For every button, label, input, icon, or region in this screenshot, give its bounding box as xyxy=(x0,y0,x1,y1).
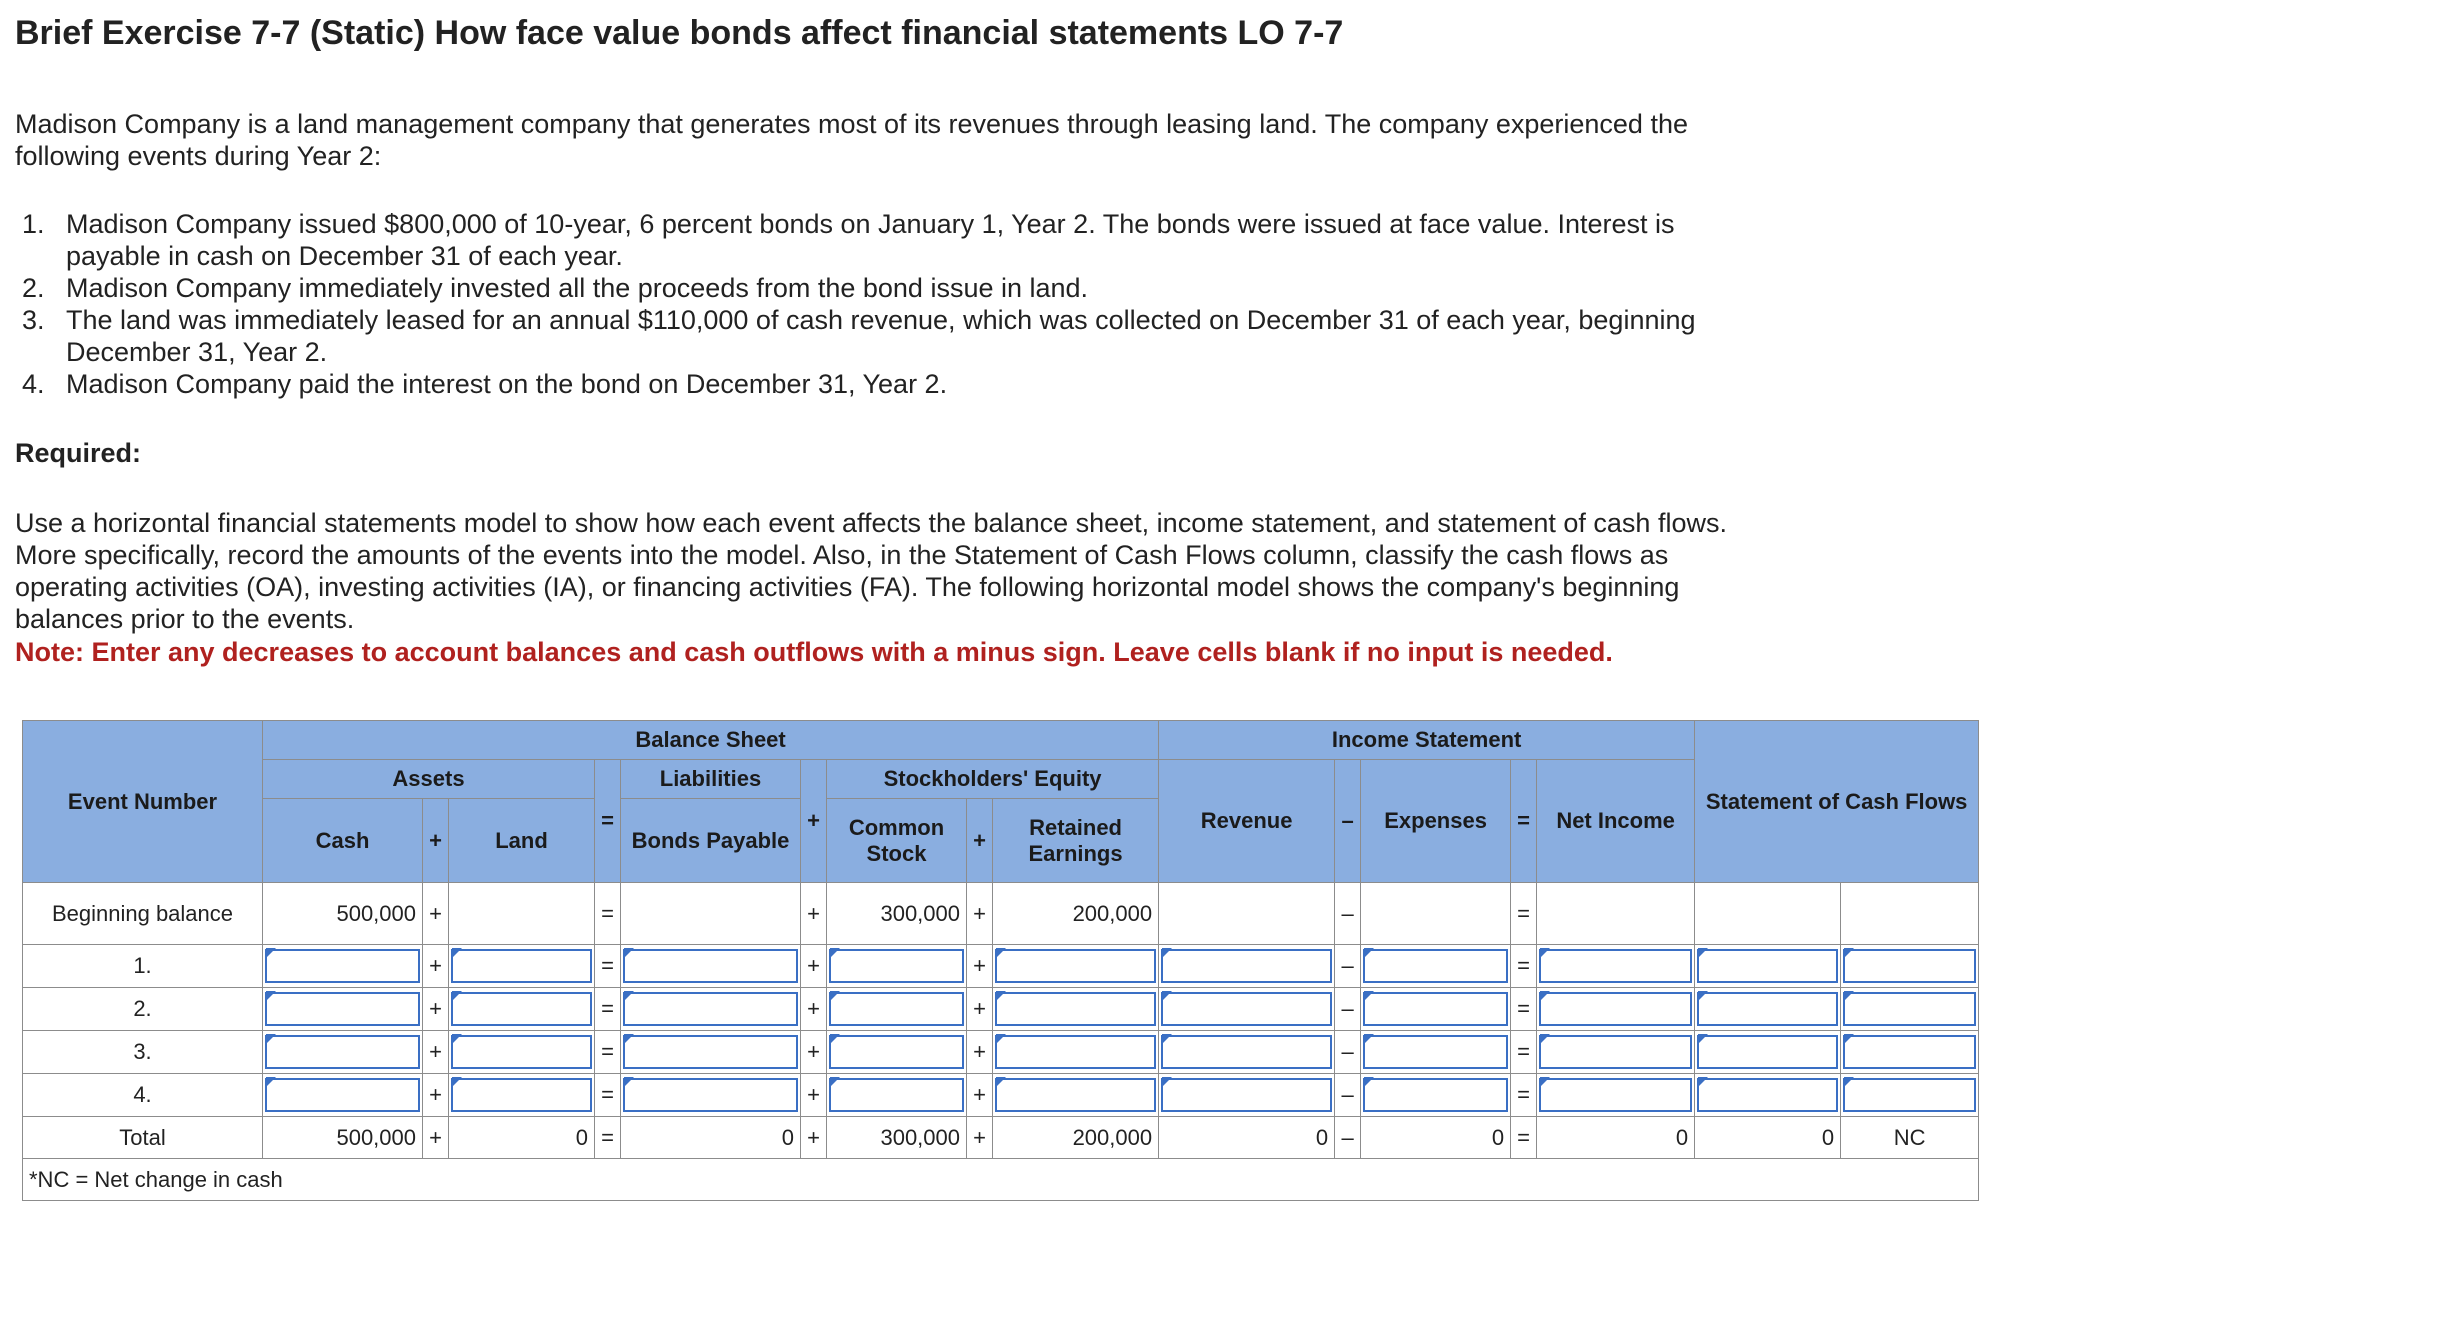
event-4-cash-flow-class-input[interactable] xyxy=(1843,1078,1976,1112)
event-2-cash-flow-class-input[interactable] xyxy=(1843,992,1976,1026)
beginning-revenue xyxy=(1159,883,1335,945)
header-plus-operator: + xyxy=(801,760,827,883)
event-1-cash-flow-amount-cell xyxy=(1695,945,1841,988)
beginning-cash-flow-class xyxy=(1841,883,1979,945)
minus-operator: – xyxy=(1335,1031,1361,1074)
row-label: Beginning balance xyxy=(23,883,263,945)
required-label: Required: xyxy=(15,438,142,468)
event-3-land-input[interactable] xyxy=(451,1035,592,1069)
event-4-cash-flow-amount-cell xyxy=(1695,1074,1841,1117)
plus-operator: + xyxy=(967,988,993,1031)
event-3-revenue-input[interactable] xyxy=(1161,1035,1332,1069)
event-item-1: 1. Madison Company issued $800,000 of 10-year, 6 percent bonds on January 1, Year 2. The bonds were issued at face value. Interest is payable in cash on December 31 of each year. xyxy=(52,208,1772,272)
event-3-retained-earnings-input[interactable] xyxy=(995,1035,1156,1069)
event-2-revenue-input[interactable] xyxy=(1161,992,1332,1026)
total-expenses: 0 xyxy=(1361,1117,1511,1159)
event-4-cash-flow-amount-input[interactable] xyxy=(1697,1078,1838,1112)
event-4-land-input[interactable] xyxy=(451,1078,592,1112)
equals-operator: = xyxy=(595,883,621,945)
equals-operator: = xyxy=(595,988,621,1031)
event-1-cash-flow-class-cell xyxy=(1841,945,1979,988)
event-2-bonds-payable-input[interactable] xyxy=(623,992,798,1026)
event-number-label: 2. xyxy=(23,988,263,1031)
event-row xyxy=(23,988,1979,1031)
event-1-common-stock-input[interactable] xyxy=(829,949,964,983)
plus-operator: + xyxy=(423,1031,449,1074)
event-row xyxy=(23,1074,1979,1117)
event-2-expenses-cell xyxy=(1361,988,1511,1031)
footnote: *NC = Net change in cash xyxy=(23,1159,1979,1201)
event-1-land-input[interactable] xyxy=(451,949,592,983)
header-stockholders-equity: Stockholders' Equity xyxy=(827,760,1159,799)
total-cash-flow-amount: 0 xyxy=(1695,1117,1841,1159)
event-4-common-stock-cell xyxy=(827,1074,967,1117)
event-4-land-cell xyxy=(449,1074,595,1117)
event-number-label: 1. xyxy=(23,945,263,988)
event-3-common-stock-input[interactable] xyxy=(829,1035,964,1069)
plus-operator: + xyxy=(801,988,827,1031)
equals-operator: = xyxy=(1511,1117,1537,1159)
event-3-cash-flow-amount-cell xyxy=(1695,1031,1841,1074)
event-4-retained-earnings-input[interactable] xyxy=(995,1078,1156,1112)
event-2-common-stock-input[interactable] xyxy=(829,992,964,1026)
plus-operator: + xyxy=(423,1074,449,1117)
total-row xyxy=(23,1117,1979,1159)
horizontal-model-table xyxy=(22,720,1979,1201)
event-item-3: 3. The land was immediately leased for an annual $110,000 of cash revenue, which was collected on December 31 of each year, beginning December 31, Year 2. xyxy=(52,304,1772,368)
event-3-cash-input[interactable] xyxy=(265,1035,420,1069)
total-revenue: 0 xyxy=(1159,1117,1335,1159)
event-2-bonds-payable-cell xyxy=(621,988,801,1031)
event-4-bonds-payable-input[interactable] xyxy=(623,1078,798,1112)
event-2-cash-flow-amount-input[interactable] xyxy=(1697,992,1838,1026)
equals-operator: = xyxy=(1511,1074,1537,1117)
event-list xyxy=(15,208,1772,400)
plus-operator: + xyxy=(801,1117,827,1159)
event-3-net-income-input[interactable] xyxy=(1539,1035,1692,1069)
event-4-net-income-cell xyxy=(1537,1074,1695,1117)
event-2-net-income-cell xyxy=(1537,988,1695,1031)
header-net-income: Net Income xyxy=(1537,760,1695,883)
header-income-statement: Income Statement xyxy=(1159,721,1695,760)
minus-operator: – xyxy=(1335,883,1361,945)
event-2-land-input[interactable] xyxy=(451,992,592,1026)
equals-operator: = xyxy=(595,1031,621,1074)
minus-operator: – xyxy=(1335,945,1361,988)
event-2-land-cell xyxy=(449,988,595,1031)
event-1-retained-earnings-cell xyxy=(993,945,1159,988)
total-land: 0 xyxy=(449,1117,595,1159)
note-text: Note: Enter any decreases to account balances and cash outflows with a minus sign. Leave cells blank if no input is needed. xyxy=(15,637,1613,667)
event-3-net-income-cell xyxy=(1537,1031,1695,1074)
event-1-expenses-cell xyxy=(1361,945,1511,988)
event-2-expenses-input[interactable] xyxy=(1363,992,1508,1026)
header-bonds-payable: Bonds Payable xyxy=(621,799,801,883)
total-net-income: 0 xyxy=(1537,1117,1695,1159)
plus-operator: + xyxy=(423,988,449,1031)
event-4-cash-flow-class-cell xyxy=(1841,1074,1979,1117)
plus-operator: + xyxy=(801,945,827,988)
event-4-revenue-cell xyxy=(1159,1074,1335,1117)
event-1-bonds-payable-input[interactable] xyxy=(623,949,798,983)
event-3-land-cell xyxy=(449,1031,595,1074)
event-1-common-stock-cell xyxy=(827,945,967,988)
header-retained-earnings: Retained Earnings xyxy=(993,799,1159,883)
total-bonds-payable: 0 xyxy=(621,1117,801,1159)
event-row xyxy=(23,945,1979,988)
event-1-revenue-cell xyxy=(1159,945,1335,988)
event-4-common-stock-input[interactable] xyxy=(829,1078,964,1112)
event-4-cash-cell xyxy=(263,1074,423,1117)
event-3-cash-flow-class-input[interactable] xyxy=(1843,1035,1976,1069)
event-3-bonds-payable-input[interactable] xyxy=(623,1035,798,1069)
plus-operator: + xyxy=(423,1117,449,1159)
header-land: Land xyxy=(449,799,595,883)
header-revenue: Revenue xyxy=(1159,760,1335,883)
beginning-expenses xyxy=(1361,883,1511,945)
minus-operator: – xyxy=(1335,1074,1361,1117)
plus-operator: + xyxy=(801,1074,827,1117)
event-3-revenue-cell xyxy=(1159,1031,1335,1074)
event-4-retained-earnings-cell xyxy=(993,1074,1159,1117)
event-4-expenses-cell xyxy=(1361,1074,1511,1117)
minus-operator: – xyxy=(1335,1117,1361,1159)
minus-operator: – xyxy=(1335,988,1361,1031)
plus-operator: + xyxy=(801,1031,827,1074)
event-2-cash-flow-amount-cell xyxy=(1695,988,1841,1031)
event-1-cash-flow-amount-input[interactable] xyxy=(1697,949,1838,983)
event-3-cash-flow-class-cell xyxy=(1841,1031,1979,1074)
beginning-land xyxy=(449,883,595,945)
event-3-cash-cell xyxy=(263,1031,423,1074)
equals-operator: = xyxy=(1511,1031,1537,1074)
event-1-cash-input[interactable] xyxy=(265,949,420,983)
event-2-retained-earnings-input[interactable] xyxy=(995,992,1156,1026)
event-4-bonds-payable-cell xyxy=(621,1074,801,1117)
total-retained-earnings: 200,000 xyxy=(993,1117,1159,1159)
equals-operator: = xyxy=(595,1117,621,1159)
header-minus-operator: – xyxy=(1335,760,1361,883)
event-item-4: 4. Madison Company paid the interest on the bond on December 31, Year 2. xyxy=(52,368,1772,400)
event-3-expenses-cell xyxy=(1361,1031,1511,1074)
beginning-bonds-payable xyxy=(621,883,801,945)
intro-text: Madison Company is a land management company that generates most of its revenues through leasing land. The company experienced the following events during Year 2: xyxy=(15,109,1688,171)
total-cash-flow-class: NC xyxy=(1841,1117,1979,1159)
plus-operator: + xyxy=(801,883,827,945)
total-label: Total xyxy=(23,1117,263,1159)
event-2-net-income-input[interactable] xyxy=(1539,992,1692,1026)
equals-operator: = xyxy=(1511,883,1537,945)
total-common-stock: 300,000 xyxy=(827,1117,967,1159)
header-liabilities: Liabilities xyxy=(621,760,801,799)
beginning-cash: 500,000 xyxy=(263,883,423,945)
event-3-bonds-payable-cell xyxy=(621,1031,801,1074)
plus-operator: + xyxy=(967,1074,993,1117)
header-statement-cash-flows: Statement of Cash Flows xyxy=(1695,721,1979,883)
beginning-balance-row xyxy=(23,883,1979,945)
event-1-cash-flow-class-input[interactable] xyxy=(1843,949,1976,983)
event-1-net-income-input[interactable] xyxy=(1539,949,1692,983)
beginning-retained-earnings: 200,000 xyxy=(993,883,1159,945)
instructions-text: Use a horizontal financial statements model to show how each event affects the balance sheet, income statement, and statement of cash flows. More specifically, record the amounts of the events into the model. Also, in the Statement of Cash Flows column, classify the cash flows as operating activities (OA), investing activities (IA), or financing activities (FA). The following horizontal model shows the company's beginning balances prior to the events. xyxy=(15,508,1727,634)
event-1-expenses-input[interactable] xyxy=(1363,949,1508,983)
header-assets: Assets xyxy=(263,760,595,799)
event-4-cash-input[interactable] xyxy=(265,1078,420,1112)
beginning-common-stock: 300,000 xyxy=(827,883,967,945)
plus-operator: + xyxy=(423,945,449,988)
event-number-label: 3. xyxy=(23,1031,263,1074)
event-1-land-cell xyxy=(449,945,595,988)
header-plus-operator-equity: + xyxy=(967,799,993,883)
event-4-revenue-input[interactable] xyxy=(1161,1078,1332,1112)
equals-operator: = xyxy=(595,1074,621,1117)
event-3-common-stock-cell xyxy=(827,1031,967,1074)
event-1-revenue-input[interactable] xyxy=(1161,949,1332,983)
equals-operator: = xyxy=(1511,945,1537,988)
beginning-cash-flow-amount xyxy=(1695,883,1841,945)
event-1-cash-cell xyxy=(263,945,423,988)
header-common-stock: Common Stock xyxy=(827,799,967,883)
beginning-net-income xyxy=(1537,883,1695,945)
event-2-cash-input[interactable] xyxy=(265,992,420,1026)
event-2-retained-earnings-cell xyxy=(993,988,1159,1031)
page-title: Brief Exercise 7-7 (Static) How face value bonds affect financial statements LO 7-7 xyxy=(15,14,1344,52)
event-3-retained-earnings-cell xyxy=(993,1031,1159,1074)
equals-operator: = xyxy=(595,945,621,988)
header-expenses: Expenses xyxy=(1361,760,1511,883)
event-1-bonds-payable-cell xyxy=(621,945,801,988)
header-balance-sheet: Balance Sheet xyxy=(263,721,1159,760)
total-cash: 500,000 xyxy=(263,1117,423,1159)
plus-operator: + xyxy=(967,883,993,945)
event-3-expenses-input[interactable] xyxy=(1363,1035,1508,1069)
event-4-net-income-input[interactable] xyxy=(1539,1078,1692,1112)
event-2-revenue-cell xyxy=(1159,988,1335,1031)
event-number-label: 4. xyxy=(23,1074,263,1117)
event-row xyxy=(23,1031,1979,1074)
plus-operator: + xyxy=(967,945,993,988)
header-equals-operator: = xyxy=(595,760,621,883)
event-2-cash-cell xyxy=(263,988,423,1031)
event-1-retained-earnings-input[interactable] xyxy=(995,949,1156,983)
plus-operator: + xyxy=(967,1031,993,1074)
event-4-expenses-input[interactable] xyxy=(1363,1078,1508,1112)
header-cash: Cash xyxy=(263,799,423,883)
header-equals-operator-is: = xyxy=(1511,760,1537,883)
header-event-number: Event Number xyxy=(23,721,263,883)
plus-operator: + xyxy=(423,883,449,945)
event-2-cash-flow-class-cell xyxy=(1841,988,1979,1031)
equals-operator: = xyxy=(1511,988,1537,1031)
event-item-2: 2. Madison Company immediately invested all the proceeds from the bond issue in land. xyxy=(52,272,1772,304)
header-plus-operator-assets: + xyxy=(423,799,449,883)
event-2-common-stock-cell xyxy=(827,988,967,1031)
plus-operator: + xyxy=(967,1117,993,1159)
event-1-net-income-cell xyxy=(1537,945,1695,988)
event-3-cash-flow-amount-input[interactable] xyxy=(1697,1035,1838,1069)
